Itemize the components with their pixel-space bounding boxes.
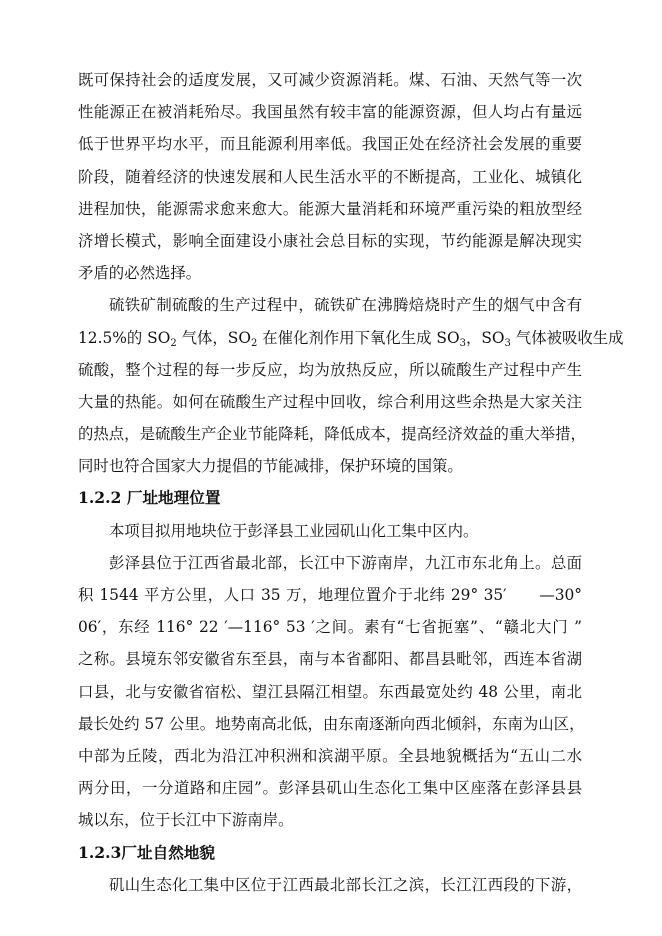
paragraph-4-line-3: 06′，东经 116° 22 ′—116° 53 ′之间。素有“七省扼塞”、“赣北大门 ” (78, 618, 582, 637)
paragraph-4-line-6: 最长处约 57 公里。地势南高北低，由东南逐渐向西北倾斜，东南为山区， (78, 714, 585, 733)
paragraph-4-line-2: 积 1544 平方公里，人口 35 万，地理位置介于北纬 29° 35′ —30° (78, 586, 582, 604)
paragraph-1-line-1: 既可保持社会的适度发展，又可减少资源消耗。煤、石油、天然气等一次 (78, 71, 582, 89)
text-run: ，SO (465, 328, 505, 347)
section-number: 1.2.2 (78, 488, 122, 508)
subscript: 2 (170, 337, 177, 349)
paragraph-4-line-7: 中部为丘陵，西北为沿江冲积洲和滨湖平原。全县地貌概括为“五山二水 (78, 746, 582, 765)
paragraph-2-line-3: 硫酸，整个过程的每一步反应，均为放热反应，所以硫酸生产过程中产生 (78, 360, 582, 379)
paragraph-3-line-1: 本项目拟用地块位于彭泽县工业园矶山化工集中区内。 (109, 521, 479, 540)
paragraph-2-line-6: 同时也符合国家大力提倡的节能减排，保护环境的国策。 (78, 457, 463, 476)
paragraph-2-line-4: 大量的热能。如何在硫酸生产过程中回收，综合利用这些余热是大家关注 (78, 392, 582, 411)
paragraph-4-line-1: 彭泽县位于江西省最北部，长江中下游南岸，九江市东北角上。总面 (109, 553, 582, 572)
paragraph-4-line-5: 口县，北与安徽省宿松、望江县隔江相望。东西最宽处约 48 公里，南北 (78, 682, 582, 701)
paragraph-1-line-4: 阶段，随着经济的快速发展和人民生活水平的不断提高，工业化、城镇化 (78, 167, 582, 186)
paragraph-1-line-2: 性能源正在被消耗殆尽。我国虽然有较丰富的能源资源，但人均占有量远 (78, 103, 582, 122)
paragraph-2-line-2 (78, 322, 624, 354)
subscript: 3 (504, 337, 511, 349)
text-run: 气体被吸收生成 (510, 328, 624, 347)
paragraph-1-line-3: 低于世界平均水平，而且能源利用率低。我国正处在经济社会发展的重要 (78, 135, 582, 154)
section-title: 厂址地理位置 (126, 489, 221, 508)
text-run: 气体，SO (176, 328, 251, 347)
paragraph-2-line-1: 硫铁矿制硫酸的生产过程中，硫铁矿在沸腾焙烧时产生的烟气中含有 (109, 296, 582, 315)
section-number: 1.2.3 (78, 842, 122, 862)
document-body (78, 64, 624, 901)
paragraph-1-line-5: 进程加快，能源需求愈来愈大。能源大量消耗和环境严重污染的粗放型经 (78, 199, 582, 218)
paragraph-2-line-5: 的热点，是硫酸生产企业节能降耗，降低成本，提高经济效益的重大举措， (78, 425, 586, 444)
section-heading-1-2-2 (78, 482, 582, 514)
paragraph-4-line-9: 城以东，位于长江中下游南岸。 (78, 811, 294, 830)
text-run: 12.5%的 SO (78, 328, 171, 347)
paragraph-4-line-8: 两分田，一分道路和庄园”。彭泽县矶山生态化工集中区座落在彭泽县县 (78, 779, 582, 798)
section-heading-1-2-3 (78, 837, 582, 869)
subscript: 3 (459, 337, 466, 349)
paragraph-4-line-4: 之称。县境东邻安徽省东至县，南与本省鄱阳、都昌县毗邻，西连本省湖 (78, 650, 582, 669)
text-run: 在催化剂作用下氧化生成 SO (257, 328, 460, 347)
paragraph-1-line-6: 济增长模式，影响全面建设小康社会总目标的实现，节约能源是解决现实 (78, 231, 582, 250)
section-title: 厂址自然地貌 (121, 843, 215, 862)
paragraph-5-line-1: 矶山生态化工集中区位于江西最北部长江之滨，长江江西段的下游， (109, 875, 582, 894)
paragraph-1-line-7: 矛盾的必然选择。 (78, 264, 202, 283)
subscript: 2 (250, 337, 258, 349)
